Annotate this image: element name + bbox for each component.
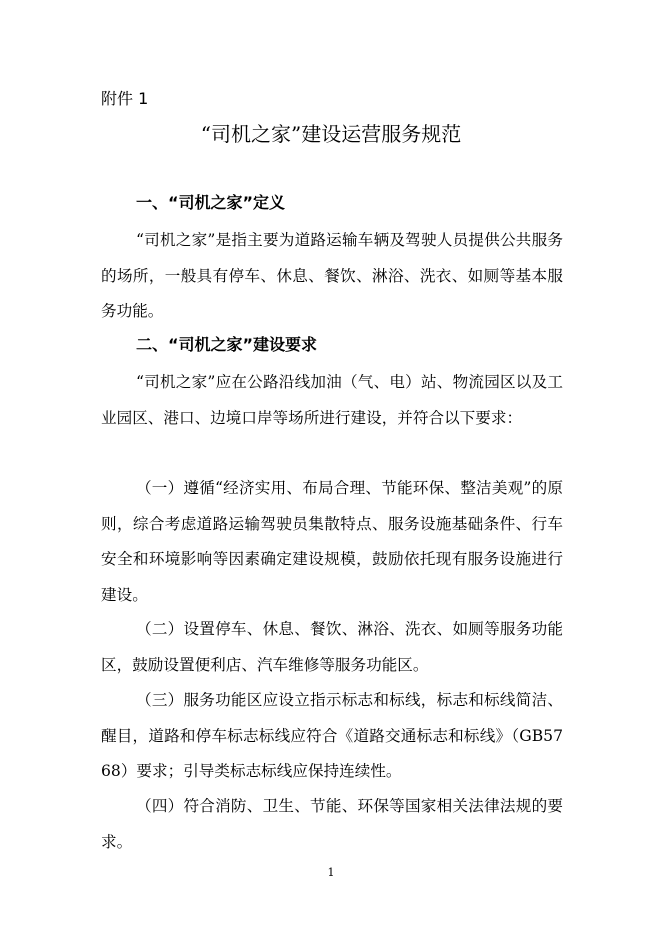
section-1-heading: 一、“司机之家”定义 (136, 193, 286, 212)
page-number: 1 (327, 866, 335, 879)
requirement-item-4: （四）符合消防、卫生、节能、环保等国家相关法律法规的要求。 (101, 797, 563, 851)
requirement-item-1: （一）遵循“经济实用、布局合理、节能环保、整洁美观”的原则，综合考虑道路运输驾驶员集散特点、服务设施基础条件、行车安全和环境影响等因素确定建设规模，鼓励依托现有服务设施进行建设。 (101, 479, 563, 604)
section-2-intro-paragraph: “司机之家”应在公路沿线加油（气、电）站、物流园区以及工业园区、港口、边境口岸等场所进行建设，并符合以下要求： (101, 373, 563, 427)
section-2-heading: 二、“司机之家”建设要求 (136, 335, 318, 354)
document-title: “司机之家”建设运营服务规范 (200, 122, 462, 146)
requirement-item-3: （三）服务功能区应设立指示标志和标线，标志和标线简洁、醒目，道路和停车标志标线应符合《道路交通标志和标线》（GB5768）要求；引导类标志标线应保持连续性。 (101, 691, 563, 780)
requirement-item-2: （二）设置停车、休息、餐饮、淋浴、洗衣、如厕等服务功能区，鼓励设置便利店、汽车维修等服务功能区。 (101, 620, 563, 674)
section-1-paragraph: “司机之家”是指主要为道路运输车辆及驾驶人员提供公共服务的场所，一般具有停车、休息、餐饮、淋浴、洗衣、如厕等基本服务功能。 (101, 231, 563, 320)
annex-label: 附件 1 (101, 89, 149, 108)
